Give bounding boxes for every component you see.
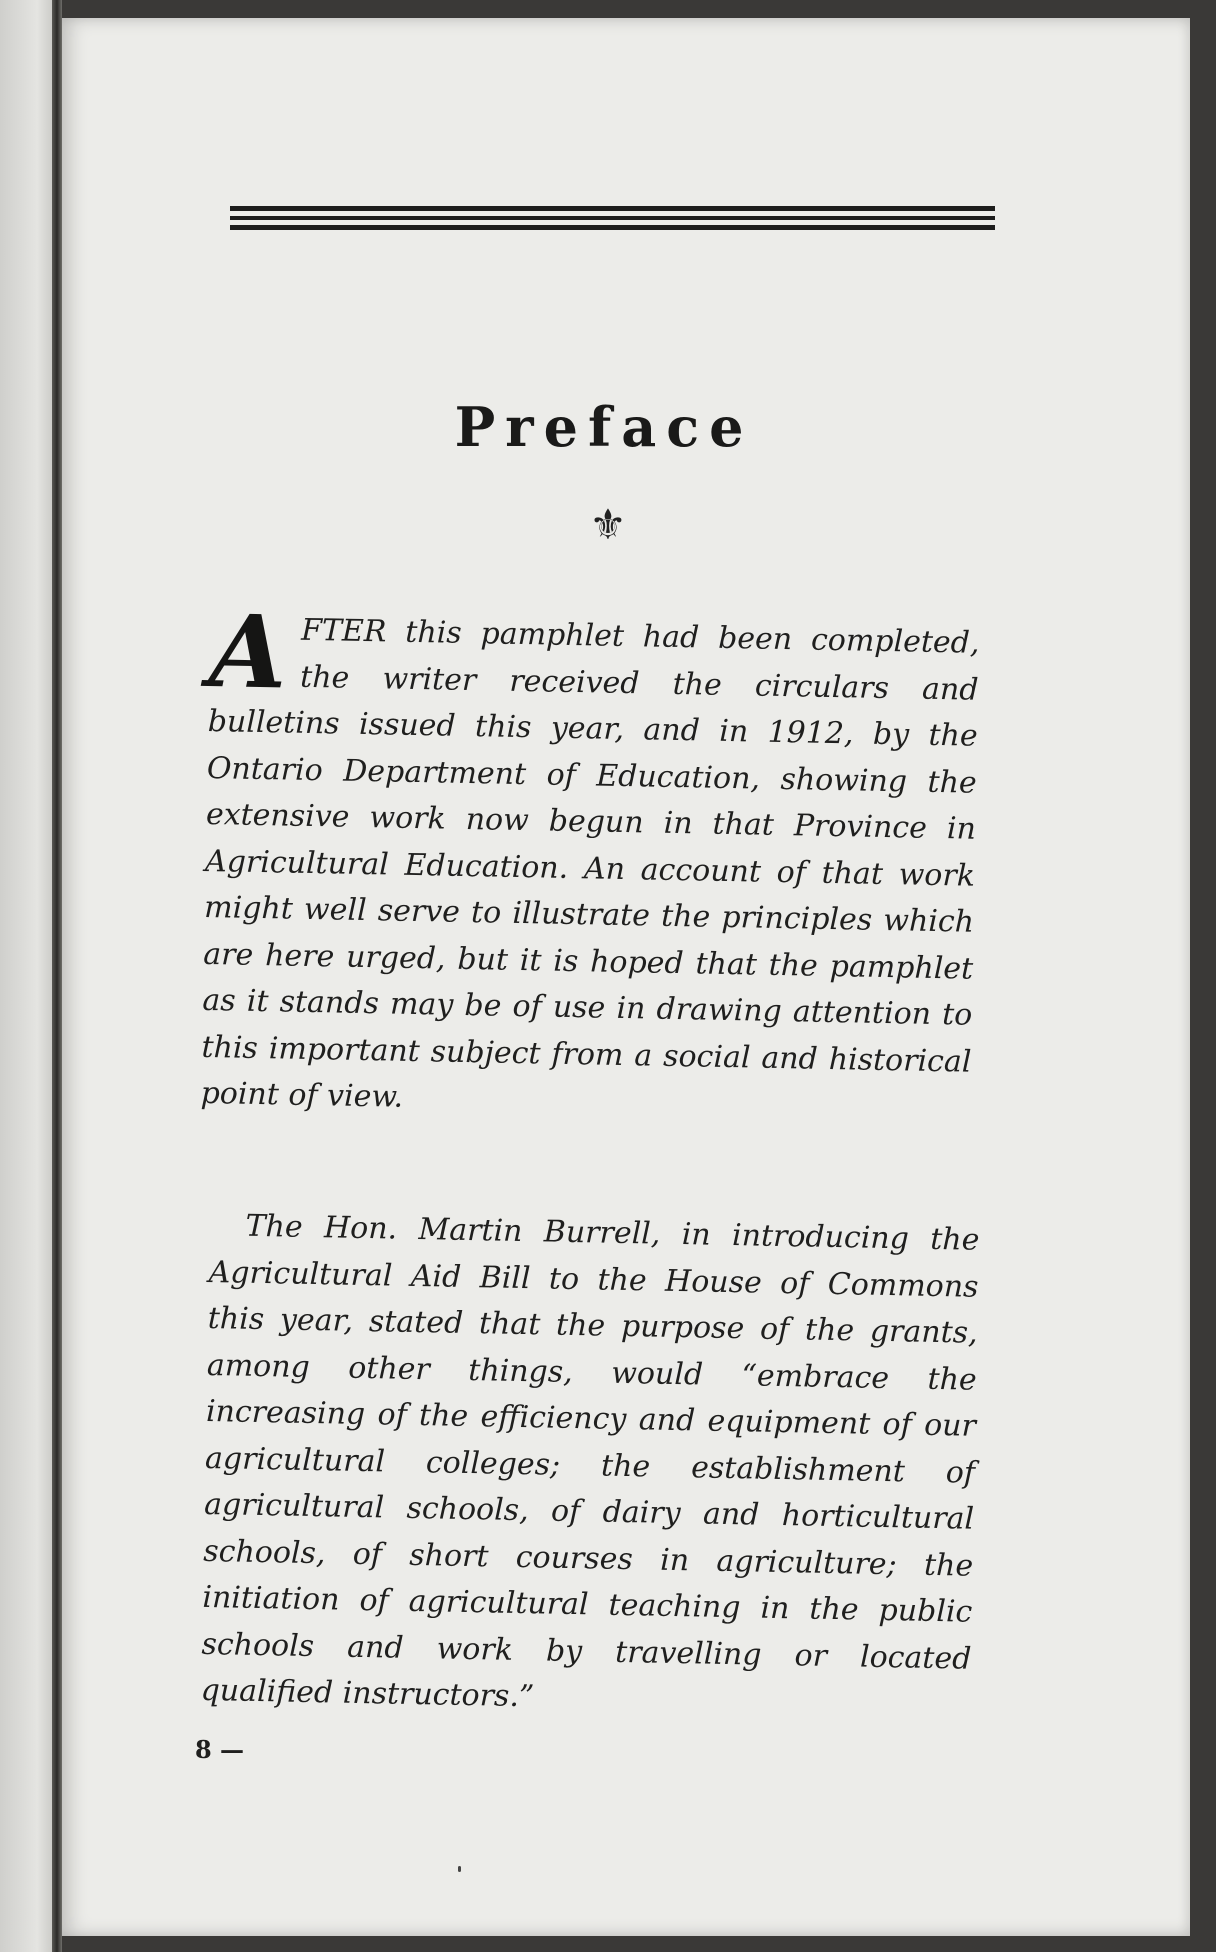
page-number: 8 — [195,1735,245,1764]
paragraph-1-text: FTER this pamphlet had been completed, the writer received the circulars and bulletins issued this year, and in 1912, by the Ontario Department of Education, showing the extensive work now begun in that Province in Agricultural Education. An account of that work might well serve to illustrate the principles which are here urged, but it is hoped that the pamphlet as it stands may be of use in drawing attention to this important subject from a social and historical point of view. [200,612,980,1115]
drop-cap: A [208,592,288,712]
header-rule-bottom [230,225,995,230]
page-title: Preface [454,395,754,459]
book-gutter [52,0,62,1952]
paper-speck [458,1866,461,1872]
fleuron-ornament: ⚜ [589,500,627,549]
paragraph-2: The Hon. Martin Burrell, in introducing the Agricultural Aid Bill to the House of Commons this year, stated that the purpose of the grants, among other things, would “embrace the increasing of the efficiency and equipment of our agricultural colleges; the establishment of agricultural schools, of dairy and horticultural schools, of short courses in agriculture; the initiation of agricultural teaching in the public schools and work by travelling or located qualified instructors.” [200,1208,980,1715]
header-rule-middle [230,216,995,220]
paragraph-1 [200,592,980,1132]
header-rule-top [230,206,995,211]
